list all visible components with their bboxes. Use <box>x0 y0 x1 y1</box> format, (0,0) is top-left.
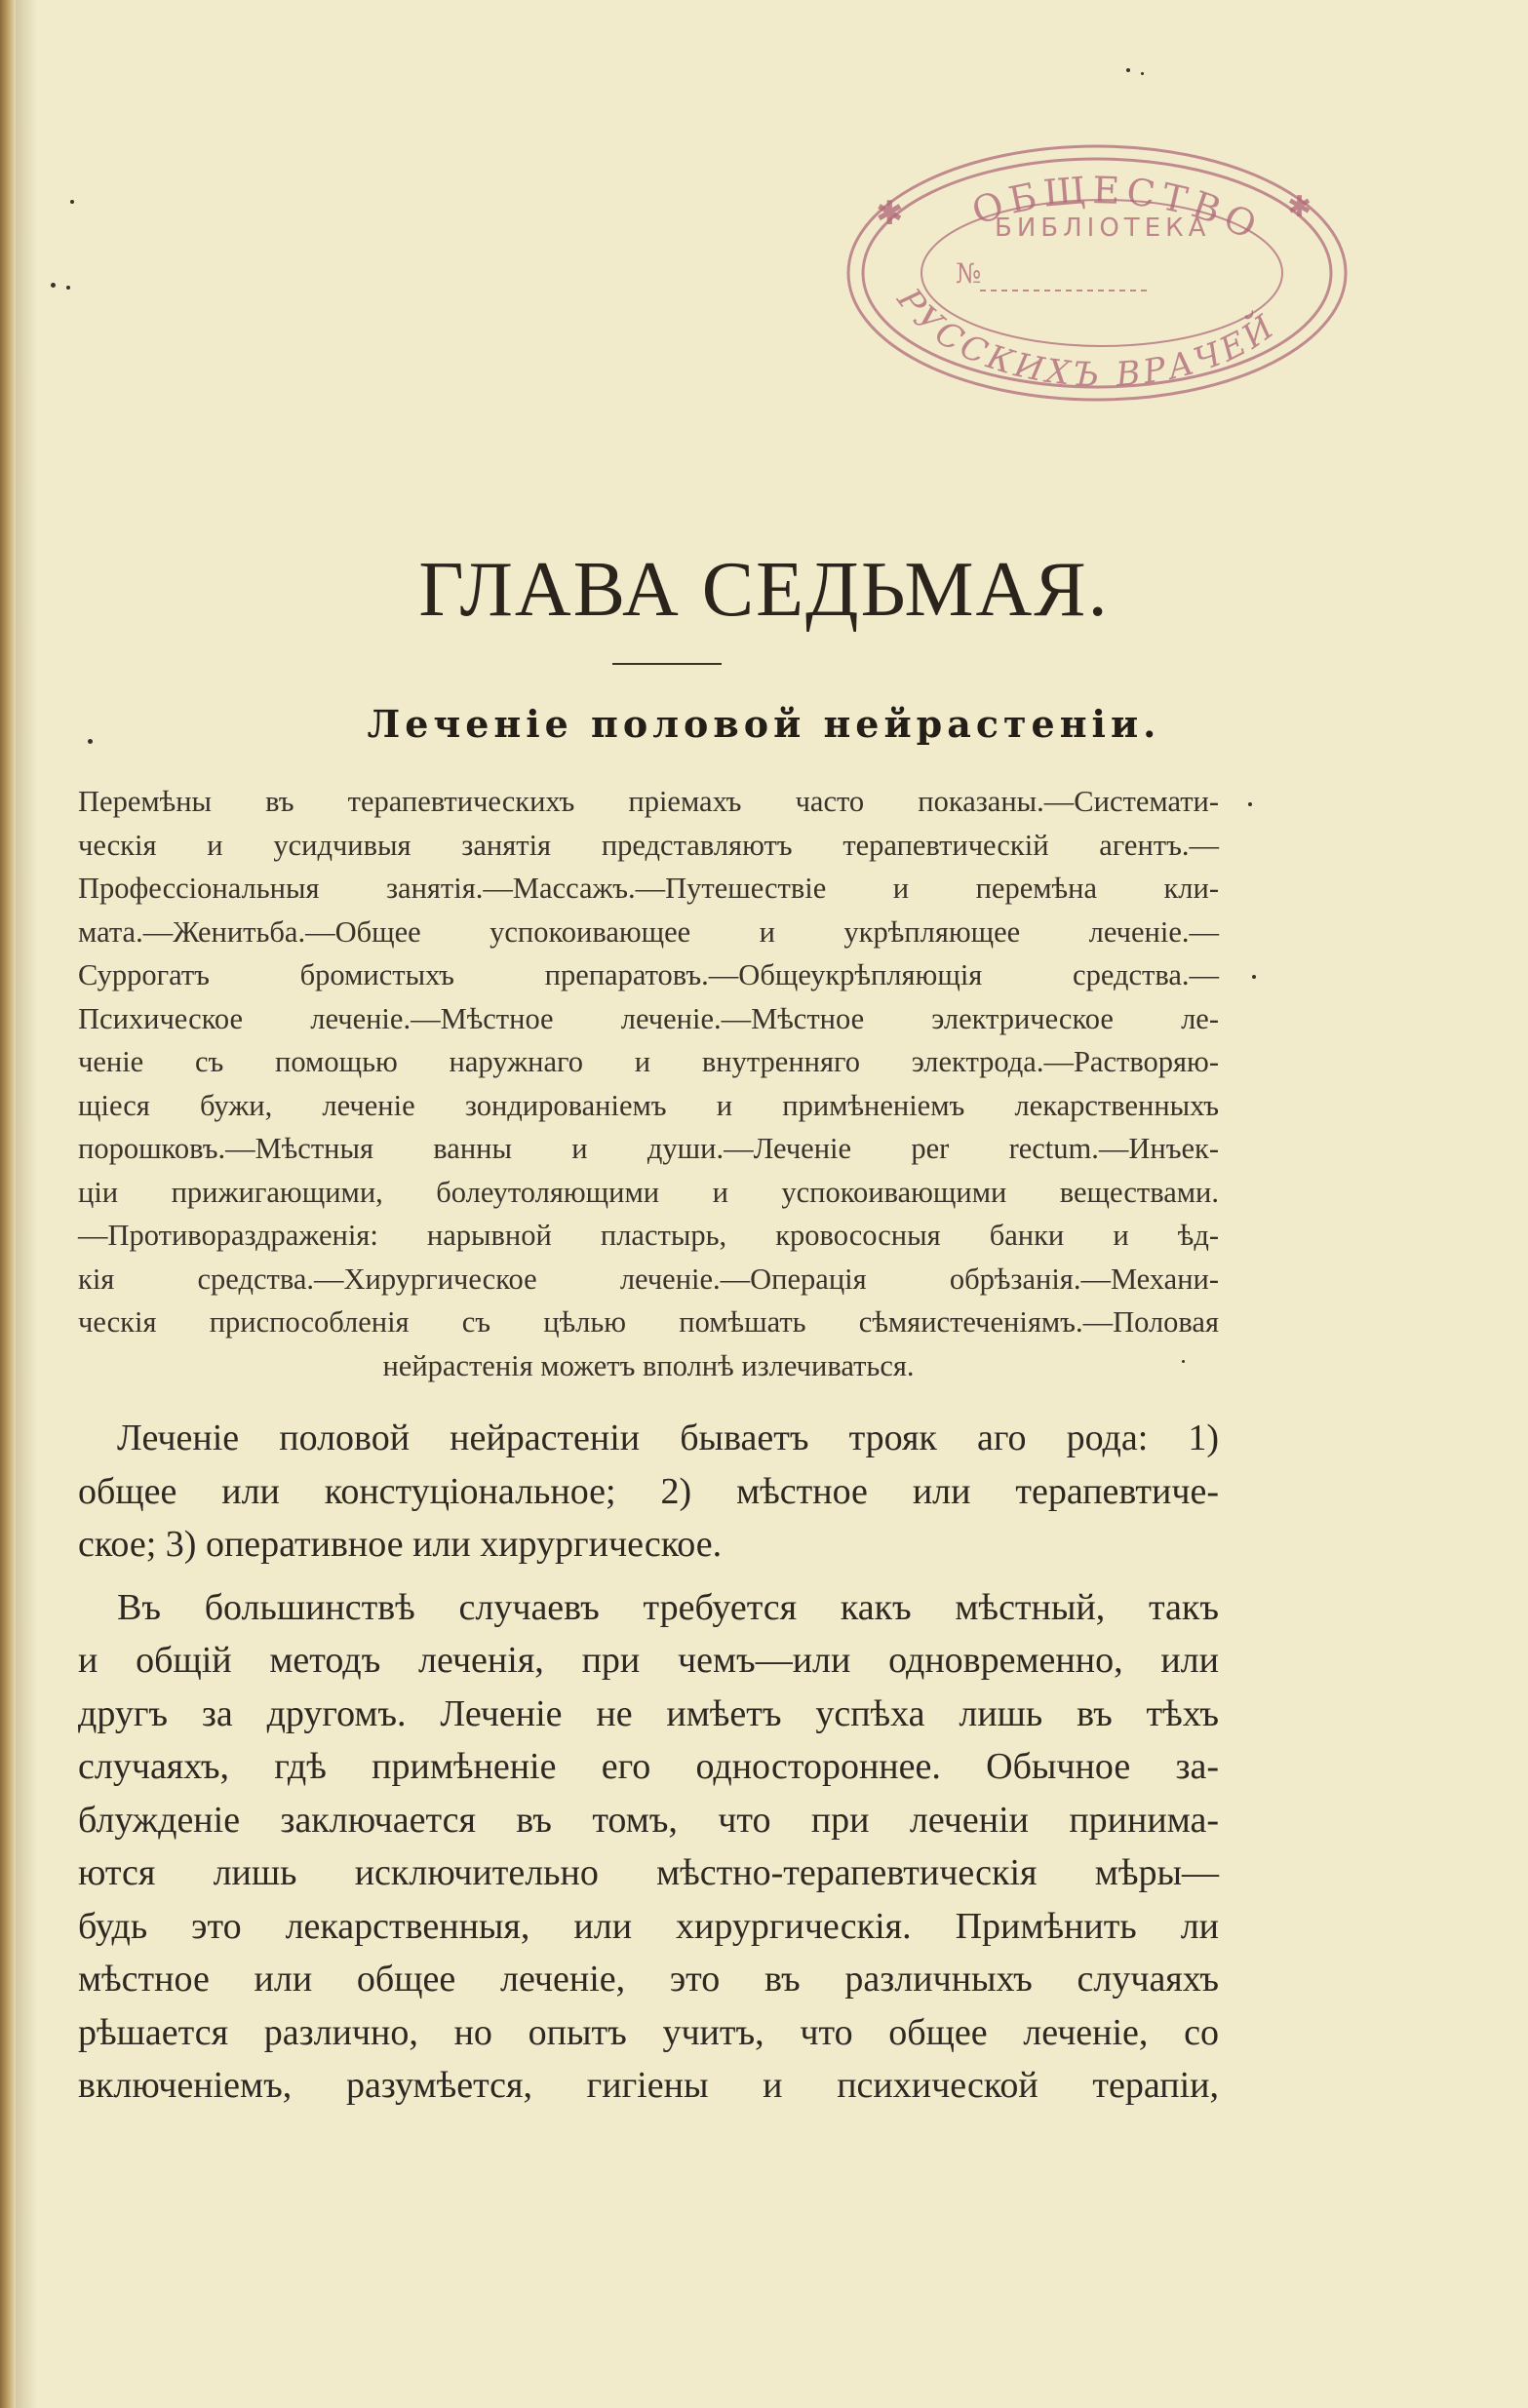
body-line: мѣстное или общее леченіе, это въ различныхъ случаяхъ <box>78 1959 1219 2000</box>
spine-shadow <box>16 0 37 2408</box>
summary-line: мата.—Женитьба.—Общее успокоивающее и укрѣпляющее леченіе.— <box>78 914 1219 949</box>
summary-line: Перемѣны въ терапевтическихъ пріемахъ часто показаны.—Системати- <box>78 785 1219 818</box>
ink-speck <box>1126 68 1130 72</box>
title-divider <box>612 663 722 665</box>
stamp-star-icon: ✱ <box>1287 190 1313 224</box>
body-line: и общій методъ леченія, при чемъ—или одновременно, или <box>78 1640 1219 1681</box>
summary-line: щіеся бужи, леченіе зондированіемъ и примѣненіемъ лекарственныхъ <box>78 1088 1219 1122</box>
ink-speck <box>66 286 70 290</box>
ink-speck <box>1141 72 1144 75</box>
library-stamp <box>829 127 1355 419</box>
ink-speck <box>70 200 74 204</box>
summary-line: —Противораздраженія: нарывной пластырь, кровососныя банки и ѣд- <box>78 1219 1219 1252</box>
book-spine-edge <box>0 0 16 2408</box>
body-line: блужденіе заключается въ томъ, что при леченіи принима- <box>78 1799 1219 1841</box>
ink-speck <box>51 283 56 288</box>
summary-line: ченіе съ помощью наружнаго и внутренняго электрода.—Растворяю- <box>78 1045 1219 1078</box>
summary-line: Психическое леченіе.—Мѣстное леченіе.—Мѣстное электрическое ле- <box>78 1001 1219 1035</box>
chapter-summary <box>78 780 1219 1387</box>
chapter-title: ГЛАВА СЕДЬМАЯ. <box>418 547 1110 633</box>
stamp-library-text: БИБЛІОТЕКА <box>995 214 1211 243</box>
chapter-subtitle: Леченіе половой нейрастеніи. <box>367 702 1161 746</box>
ink-speck <box>1252 975 1256 979</box>
stamp-star-icon: ✱ <box>876 194 904 233</box>
body-line: другъ за другомъ. Леченіе не имѣетъ успѣха лишь въ тѣхъ <box>78 1692 1219 1734</box>
summary-line: Профессіональныя занятія.—Массажъ.—Путешествіе и перемѣна кли- <box>78 872 1219 905</box>
body-line: ское; 3) оперативное или хирургическое. <box>78 1524 723 1565</box>
summary-line: нейрастенія можетъ вполнѣ излечиваться. <box>382 1348 915 1382</box>
paragraph <box>78 1412 1219 1572</box>
body-line: ются лишь исключительно мѣстно-терапевтическія мѣры— <box>78 1852 1219 1893</box>
body-text <box>78 1412 1219 2122</box>
summary-line: ціи прижигающими, болеутоляющими и успокоивающими веществами. <box>78 1175 1219 1209</box>
summary-line: ческія приспособленія съ цѣлью помѣшать сѣмяистеченіямъ.—Половая <box>78 1305 1219 1339</box>
stamp-number-text: № <box>956 257 982 290</box>
body-line: рѣшается различно, но опытъ учитъ, что общее леченіе, со <box>78 2011 1219 2053</box>
summary-line: кія средства.—Хирургическое леченіе.—Операція обрѣзанія.—Механи- <box>78 1262 1219 1296</box>
body-line: включеніемъ, разумѣется, гигіены и психической терапіи, <box>78 2065 1219 2106</box>
summary-line: ческія и усидчивыя занятія представляютъ терапевтическій агентъ.— <box>78 828 1219 862</box>
body-line: общее или констуціональное; 2) мѣстное или терапевтиче- <box>78 1470 1219 1512</box>
stamp-bottom-text: РУССКИХЪ ВРАЧЕЙ <box>888 281 1285 396</box>
body-line: будь это лекарственныя, или хирургическія. Примѣнить ли <box>78 1905 1219 1947</box>
body-line: Въ большинствѣ случаевъ требуется какъ мѣстный, такъ <box>117 1586 1219 1628</box>
ink-speck <box>1248 802 1252 806</box>
paragraph <box>78 1581 1219 2113</box>
summary-line: порошковъ.—Мѣстныя ванны и души.—Леченіе per rectum.—Инъек- <box>78 1132 1219 1165</box>
summary-line: Суррогатъ бромистыхъ препаратовъ.—Общеукрѣпляющія средства.— <box>78 958 1219 991</box>
stamp-top-text: ОБЩЕСТВО <box>966 168 1269 251</box>
body-line: Леченіе половой нейрастеніи бываетъ трояк аго рода: 1) <box>117 1418 1219 1458</box>
body-line: случаяхъ, гдѣ примѣненіе его одностороннее. Обычное за- <box>78 1746 1219 1787</box>
